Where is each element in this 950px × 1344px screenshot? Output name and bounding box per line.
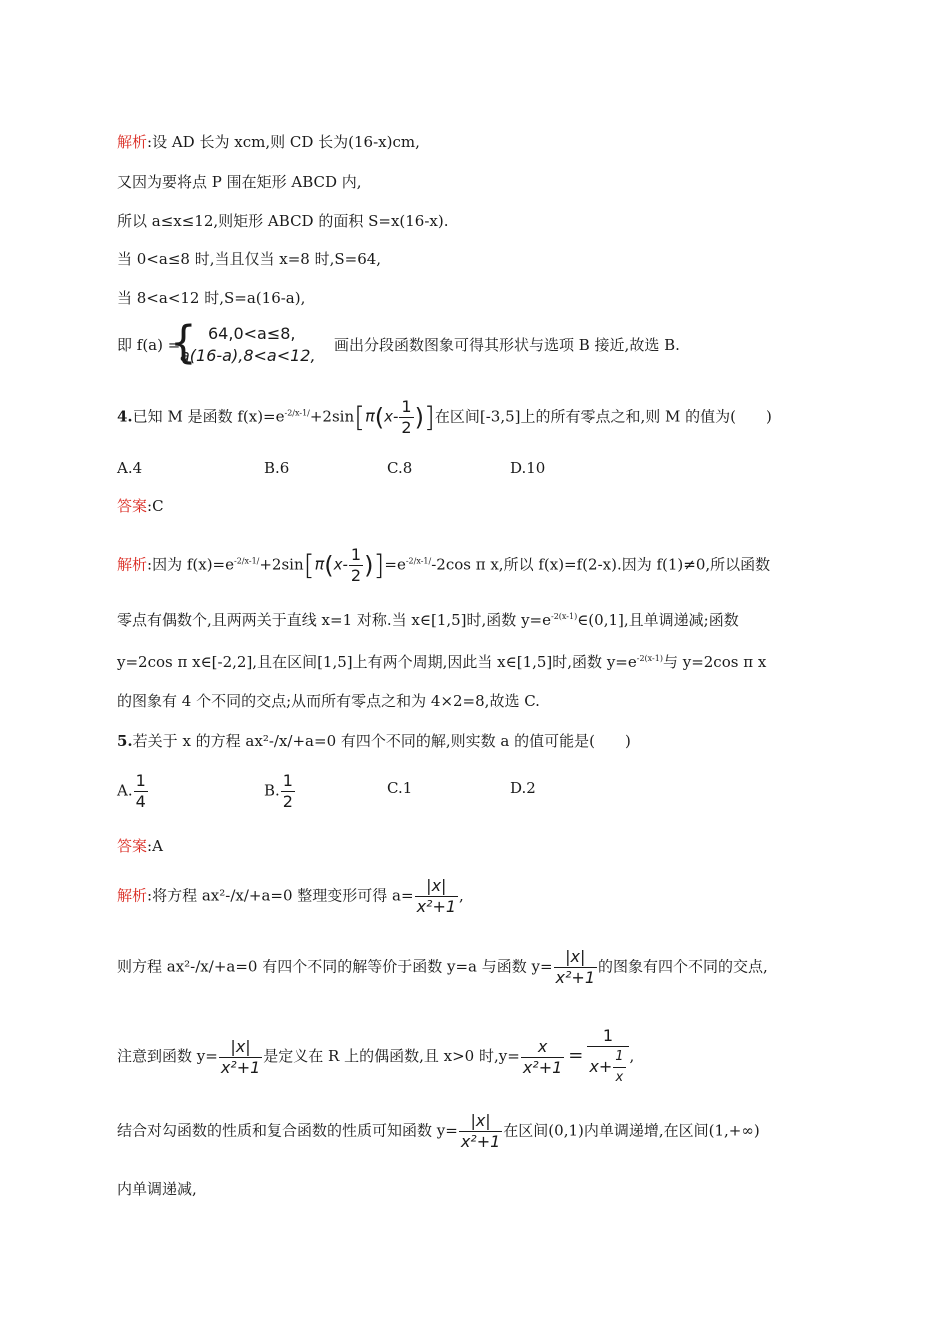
solution-text: 则方程 ax²-/x/+a=0 有四个不同的解等价于函数 y=a 与函数 y= (117, 957, 553, 976)
question-5 (117, 730, 631, 752)
solution-line (117, 1026, 634, 1088)
question-text: 在区间[-3,5]上的所有零点之和,则 M 的值为( ) (434, 407, 772, 426)
exponent: -2/x-1/ (234, 556, 260, 566)
question-text: 已知 M 是函数 f(x)=e (132, 407, 285, 426)
solution-line (117, 1111, 760, 1152)
fraction-abs-x (219, 1037, 262, 1078)
option-label: A. (117, 781, 133, 800)
inner-expr: x- (333, 555, 348, 574)
inner-expr: x- (384, 407, 399, 426)
piecewise-case-1: 64,0<a≤8, (208, 324, 296, 343)
fraction-den (587, 1047, 628, 1088)
fraction-x (521, 1037, 564, 1078)
solution-text: -2cos π x,所以 f(x)=f(2-x).因为 f(1)≠0,所以函数 (431, 555, 771, 574)
paren-close: ) (414, 403, 424, 432)
equals-sign: = (568, 1045, 584, 1066)
fraction-reciprocal (587, 1026, 628, 1088)
question-4 (117, 397, 772, 438)
answer-value: :A (147, 837, 163, 855)
solution-line (117, 545, 770, 586)
solution-text: 与 y=2cos π x (662, 653, 767, 671)
fraction-abs-x (459, 1111, 502, 1152)
fraction-num: 1 (587, 1026, 628, 1047)
solution-text: 在区间(0,1)内单调递增,在区间(1,+∞) (503, 1121, 760, 1140)
bracket-close: ] (423, 400, 435, 434)
solution-line: 内单调递减, (117, 1180, 197, 1198)
fraction-num: x (521, 1037, 564, 1058)
piecewise-cases (180, 323, 316, 367)
solution-text: :因为 f(x)=e (147, 555, 234, 574)
fraction-1-over-x (613, 1047, 625, 1088)
question-number: 4. (117, 407, 133, 426)
paren-close: ) (364, 551, 374, 580)
solution-line (117, 947, 768, 988)
solution-label: 解析 (117, 555, 148, 574)
fraction-den: x²+1 (220, 1057, 261, 1077)
fraction-num: 1 (282, 771, 293, 790)
solution-text: :将方程 ax²-/x/+a=0 整理变形可得 a= (147, 886, 414, 905)
solution-line: 当 0<a≤8 时,当且仅当 x=8 时,S=64, (117, 250, 382, 268)
pi-symbol: π (314, 554, 325, 574)
piecewise-brace: { (170, 316, 197, 369)
solution-text: +2sin (259, 555, 304, 574)
solution-label: 解析 (117, 133, 148, 151)
fraction-den: x (615, 1070, 624, 1085)
fraction-den: 4 (135, 792, 146, 811)
solution-line: 当 8<a<12 时,S=a(16-a), (117, 289, 306, 307)
option-a (117, 771, 149, 812)
piecewise-case-2: a(16-a),8<a<12, (180, 346, 316, 365)
solution-text: 的图象有四个不同的交点, (598, 957, 768, 976)
answer-value: :C (147, 497, 164, 515)
solution-line (117, 648, 766, 673)
fraction-half (399, 397, 413, 438)
solution-text: 注意到函数 y= (117, 1047, 218, 1065)
option-fraction (281, 771, 295, 812)
bracket-close: ] (373, 548, 385, 582)
den-prefix: x+ (589, 1057, 613, 1076)
option-label: B. (264, 781, 280, 800)
fraction-num: |x| (219, 1037, 262, 1058)
solution-text: =e (384, 555, 406, 574)
fraction-den: x²+1 (416, 897, 457, 916)
solution-text: ∈(0,1],且单调递减;函数 (577, 611, 739, 629)
exponent: -2/x-1/ (284, 408, 310, 418)
solution-label: 解析 (117, 886, 148, 905)
fraction-num: |x| (459, 1111, 502, 1132)
fraction-den: 2 (350, 566, 362, 585)
fraction-num: 1 (401, 397, 412, 416)
fraction-half (349, 545, 363, 586)
bracket-open: [ (354, 400, 366, 434)
piecewise-suffix: 画出分段函数图象可得其形状与选项 B 接近,故选 B. (334, 336, 680, 354)
solution-line (117, 606, 739, 631)
paren-open: ( (374, 403, 385, 432)
solution-line (117, 876, 464, 917)
solution-line (117, 131, 420, 153)
question-text: +2sin (309, 407, 355, 426)
solution-text: , (629, 1047, 635, 1065)
fraction-den: 2 (401, 418, 412, 437)
solution-line: 所以 a≤x≤12,则矩形 ABCD 的面积 S=x(16-x). (117, 212, 449, 230)
fraction-den: x²+1 (460, 1132, 501, 1151)
option-d: D.2 (510, 779, 536, 797)
solution-text: 是定义在 R 上的偶函数,且 x>0 时,y= (263, 1047, 520, 1065)
answer-line (117, 835, 163, 857)
fraction-abs-x (554, 947, 597, 988)
answer-line (117, 495, 164, 517)
piecewise-prefix: 即 f(a) = (117, 336, 181, 354)
option-c: C.1 (387, 779, 413, 797)
option-a: A.4 (117, 459, 143, 477)
bracket-open: [ (303, 548, 315, 582)
solution-text: :设 AD 长为 xcm,则 CD 长为(16-x)cm, (147, 133, 420, 151)
fraction-num: |x| (554, 947, 597, 968)
solution-line: 又因为要将点 P 围在矩形 ABCD 内, (117, 173, 362, 191)
exponent: -2(x-1) (636, 654, 663, 663)
answer-label: 答案 (117, 497, 148, 515)
fraction-den: x²+1 (555, 968, 596, 987)
option-b (264, 771, 296, 812)
solution-text: 零点有偶数个,且两两关于直线 x=1 对称.当 x∈[1,5]时,函数 y=e (117, 611, 551, 629)
solution-text: 结合对勾函数的性质和复合函数的性质可知函数 y= (117, 1121, 458, 1140)
fraction-num: 1 (350, 545, 362, 564)
option-b: B.6 (264, 459, 290, 477)
option-d: D.10 (510, 459, 546, 477)
solution-text: , (459, 886, 464, 905)
paren-open: ( (324, 551, 334, 580)
solution-line: 的图象有 4 个不同的交点;从而所有零点之和为 4×2=8,故选 C. (117, 692, 540, 710)
answer-label: 答案 (117, 837, 148, 855)
option-fraction (134, 771, 148, 812)
question-text: 若关于 x 的方程 ax²-/x/+a=0 有四个不同的解,则实数 a 的值可能是( ) (132, 732, 631, 750)
pi-symbol: π (365, 406, 375, 426)
fraction-num: |x| (415, 876, 458, 897)
question-number: 5. (117, 732, 133, 750)
option-c: C.8 (387, 459, 413, 477)
solution-text: y=2cos π x∈[-2,2],且在区间[1,5]上有两个周期,因此当 x∈[1,5]时,函数 y=e (117, 653, 637, 671)
exponent: -2/x-1/ (405, 556, 432, 566)
fraction-num: 1 (135, 771, 146, 790)
fraction-abs-x (415, 876, 458, 917)
fraction-num: 1 (613, 1047, 625, 1068)
fraction-den: x²+1 (522, 1057, 563, 1077)
exponent: -2(x-1) (551, 612, 578, 621)
fraction-den: 2 (282, 792, 293, 811)
